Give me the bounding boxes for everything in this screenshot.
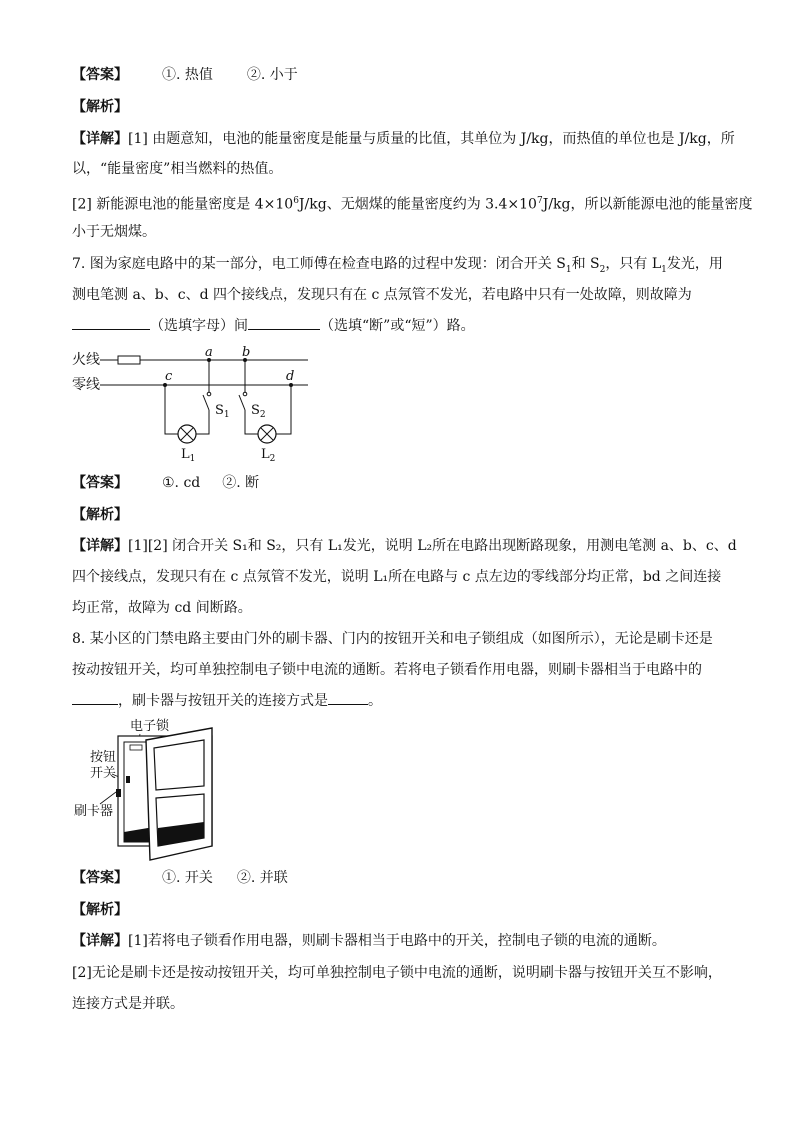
q6-answer-line (72, 64, 732, 86)
analysis-tag: 【解析】 (72, 902, 128, 918)
q8-detail-line-2 (72, 962, 732, 984)
answer-1: ①. cd (162, 475, 201, 491)
q6-detail-line-3 (72, 190, 753, 216)
detail-text: 连接方式是并联。 (72, 996, 184, 1012)
q8-analysis-line (72, 899, 732, 921)
q7-answer-line (72, 472, 732, 494)
detail-text: 以，“能量密度”相当燃料的热值。 (72, 161, 283, 177)
detail-text: 均正常，故障为 cd 间断路。 (72, 600, 252, 616)
q7-detail-line-1 (72, 535, 737, 557)
answer-tag: 【答案】 (72, 67, 128, 83)
stem-text: ，刷卡器与按钮开关的连接方式是 (118, 693, 328, 709)
detail-text: [2] 新能源电池的能量密度是 4×10 (72, 196, 294, 213)
lamp-1-label: $L_1$ (181, 447, 196, 464)
answer-blank-1[interactable] (72, 315, 150, 330)
card-reader-icon (116, 789, 121, 797)
stem-text: 发光，用 (666, 256, 723, 272)
button-label-line-1: 按钮 (90, 750, 117, 765)
switch-1-contact (207, 392, 211, 396)
stem-text: 测电笔测 a、b、c、d 四个接线点，发现只有在 c 点氖管不发光，若电路中只有一处故障，则故障为 (72, 287, 692, 303)
exponent: 7 (536, 196, 543, 206)
detail-tag: 【详解】 (72, 131, 128, 147)
q7-stem-line-1 (72, 253, 732, 281)
q6-detail-line-2 (72, 158, 732, 180)
lock-label: 电子锁 (130, 719, 170, 734)
detail-text: [1] 由题意知，电池的能量密度是能量与质量的比值，其单位为 J/kg，而热值的单位也是 J/kg，所 (128, 131, 735, 147)
detail-tag: 【详解】 (72, 538, 128, 554)
live-wire-label: 火线 (72, 352, 100, 368)
analysis-tag: 【解析】 (72, 99, 128, 115)
detail-text: [1]若将电子锁看作用电器，则刷卡器相当于电路中的开关，控制电子锁的电流的通断。 (128, 933, 666, 949)
electronic-lock-icon (130, 745, 142, 750)
subscript: 2 (599, 264, 606, 275)
door-access-diagram (70, 714, 220, 864)
q7-stem-line-2 (72, 284, 732, 306)
answer-2: ②. 小于 (246, 67, 298, 83)
point-d-label: d (286, 369, 295, 384)
q7-stem-line-3 (72, 315, 732, 337)
switch-2-icon (239, 395, 245, 410)
detail-tag: 【详解】 (72, 933, 128, 949)
stem-text: 8. 某小区的门禁电路主要由门外的刷卡器、门内的按钮开关和电子锁组成（如图所示），无论是刷卡还是 (72, 631, 713, 647)
answer-tag: 【答案】 (72, 475, 128, 491)
subscript: 1 (565, 264, 572, 275)
stem-text: 和 S (571, 256, 600, 272)
detail-text: [1][2] 闭合开关 S₁和 S₂，只有 L₁发光，说明 L₂所在电路出现断路现象，用测电笔测 a、b、c、d (128, 538, 737, 554)
q6-detail-line-1 (72, 128, 735, 150)
stem-text: （选填“断”或“短”）路。 (320, 318, 475, 334)
neutral-wire-label: 零线 (72, 377, 100, 393)
lamp-2-label: $L_2$ (261, 447, 276, 464)
detail-text: 小于无烟煤。 (72, 224, 156, 240)
q8-stem-line-2 (72, 659, 732, 681)
button-label-line-2: 开关 (90, 766, 117, 781)
fuse-icon (118, 356, 140, 364)
analysis-tag: 【解析】 (72, 507, 128, 523)
switch-1-icon (203, 395, 209, 410)
branch-1-wire (196, 410, 209, 434)
point-a-label: a (205, 345, 213, 360)
detail-text: 四个接线点，发现只有在 c 点氖管不发光，说明 L₁所在电路与 c 点左边的零线部分均正常，bd 之间连接 (72, 569, 722, 585)
answer-1: ①. 开关 (162, 870, 213, 886)
q7-detail-line-3 (72, 597, 732, 619)
switch-1-label: $S_1$ (215, 403, 230, 420)
q8-detail-line-3 (72, 993, 732, 1015)
reader-pointer (100, 792, 116, 804)
point-b-label: b (242, 345, 251, 360)
stem-text: 。 (368, 693, 382, 709)
answer-2: ②. 并联 (236, 870, 288, 886)
answer-blank-1[interactable] (72, 690, 118, 705)
q8-answer-line (72, 867, 732, 889)
q7-analysis-line (72, 504, 732, 526)
stem-text: ，只有 L (605, 256, 662, 272)
q8-stem-line-1 (72, 628, 732, 650)
point-c-label: c (165, 369, 173, 384)
detail-text: J/kg，所以新能源电池的能量密度 (542, 196, 753, 213)
stem-text: （选填字母）间 (150, 318, 248, 334)
detail-text: J/kg、无烟煤的能量密度约为 3.4×10 (298, 196, 537, 213)
branch-1-wire (165, 385, 178, 434)
branch-2-wire (276, 385, 291, 434)
answer-2: ②. 断 (222, 475, 260, 491)
subscript: 1 (661, 264, 667, 275)
q8-stem-line-3 (72, 690, 732, 712)
door-window-upper (154, 740, 204, 790)
q6-detail-line-4 (72, 221, 732, 243)
q8-detail-line-1 (72, 930, 732, 952)
answer-1: ①. 热值 (162, 67, 213, 83)
answer-blank-2[interactable] (248, 315, 320, 330)
q7-detail-line-2 (72, 566, 732, 588)
detail-text: [2]无论是刷卡还是按动按钮开关，均可单独控制电子锁中电流的通断，说明刷卡器与按钮开关互不影响， (72, 965, 722, 981)
switch-2-contact (243, 392, 247, 396)
button-switch-icon (126, 776, 130, 783)
stem-text: 按动按钮开关，均可单独控制电子锁中电流的通断。若将电子锁看作用电器，则刷卡器相当于电路中的 (72, 662, 702, 678)
household-circuit-diagram (70, 342, 320, 466)
stem-text: 7. 图为家庭电路中的某一部分，电工师傅在检查电路的过程中发现：闭合开关 S (72, 256, 566, 272)
exponent: 6 (293, 196, 299, 206)
reader-label: 刷卡器 (74, 804, 114, 819)
answer-blank-2[interactable] (328, 690, 368, 705)
answer-tag: 【答案】 (72, 870, 128, 886)
switch-2-label: $S_2$ (251, 403, 266, 420)
q6-analysis-line (72, 96, 732, 118)
